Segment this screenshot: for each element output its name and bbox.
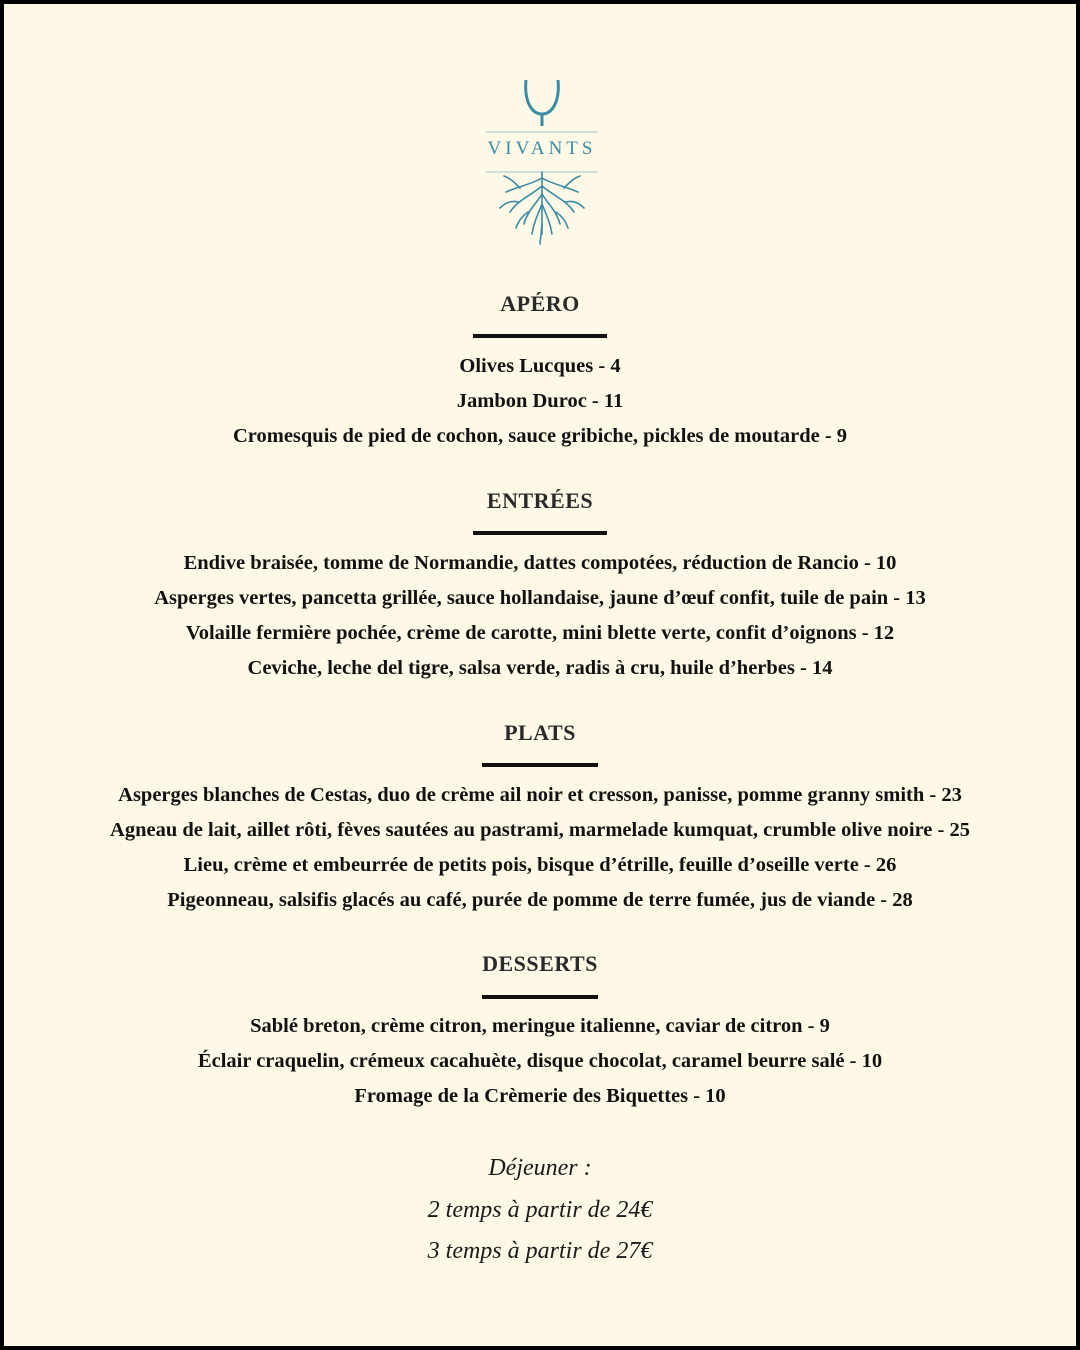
menu-item: Olives Lucques - 4 <box>459 355 621 377</box>
menu-item: Endive braisée, tomme de Normandie, dattes compotées, réduction de Rancio - 10 <box>183 552 897 574</box>
menu-item: Cromesquis de pied de cochon, sauce gribiche, pickles de moutarde - 9 <box>232 425 848 447</box>
lunch-offer-3: 3 temps à partir de 27€ <box>427 1238 653 1264</box>
menu-item: Pigeonneau, salsifis glacés au café, purée de pomme de terre fumée, jus de viande - 28 <box>167 889 913 911</box>
menu-item: Jambon Duroc - 11 <box>456 390 624 412</box>
section-divider <box>473 531 607 535</box>
section-items-entrees <box>4 546 1076 686</box>
menu-item: Volaille fermière pochée, crème de carotte, mini blette verte, confit d’oignons - 12 <box>185 622 895 644</box>
section-divider <box>482 995 598 999</box>
menu-item: Agneau de lait, aillet rôti, fèves sautées au pastrami, marmelade kumquat, crumble olive noire - 25 <box>110 819 970 841</box>
lunch-offer-2: 2 temps à partir de 24€ <box>427 1197 653 1223</box>
brand-name: VIVANTS <box>487 138 597 159</box>
menu-page <box>4 4 1076 1346</box>
menu-item: Lieu, crème et embeurrée de petits pois, bisque d’étrille, feuille d’oseille verte - 26 <box>183 854 897 876</box>
section-divider <box>482 763 598 767</box>
section-items-desserts <box>4 1009 1076 1114</box>
menu-item: Éclair craquelin, crémeux cacahuète, disque chocolat, caramel beurre salé - 10 <box>197 1050 883 1072</box>
menu-item: Fromage de la Crèmerie des Biquettes - 10 <box>354 1085 726 1107</box>
vivants-logo <box>480 74 604 249</box>
menu-item: Asperges vertes, pancetta grillée, sauce hollandaise, jaune d’œuf confit, tuile de pain - 13 <box>154 587 926 609</box>
section-title-desserts: DESSERTS <box>482 951 598 976</box>
section-title-entrees: ENTRÉES <box>486 488 594 513</box>
menu-item: Asperges blanches de Cestas, duo de crème ail noir et cresson, panisse, pomme granny smith - 23 <box>118 784 962 806</box>
section-title-plats: PLATS <box>504 720 576 745</box>
section-items-apero <box>4 349 1076 454</box>
lunch-title: Déjeuner : <box>488 1155 592 1181</box>
section-items-plats <box>4 778 1076 918</box>
menu-item: Ceviche, leche del tigre, salsa verde, radis à cru, huile d’herbes - 14 <box>247 657 833 679</box>
menu-item: Sablé breton, crème citron, meringue italienne, caviar de citron - 9 <box>250 1015 830 1037</box>
wine-glass-roots-icon <box>480 74 604 249</box>
section-title-apero: APÉRO <box>500 291 580 316</box>
section-divider <box>473 334 607 338</box>
